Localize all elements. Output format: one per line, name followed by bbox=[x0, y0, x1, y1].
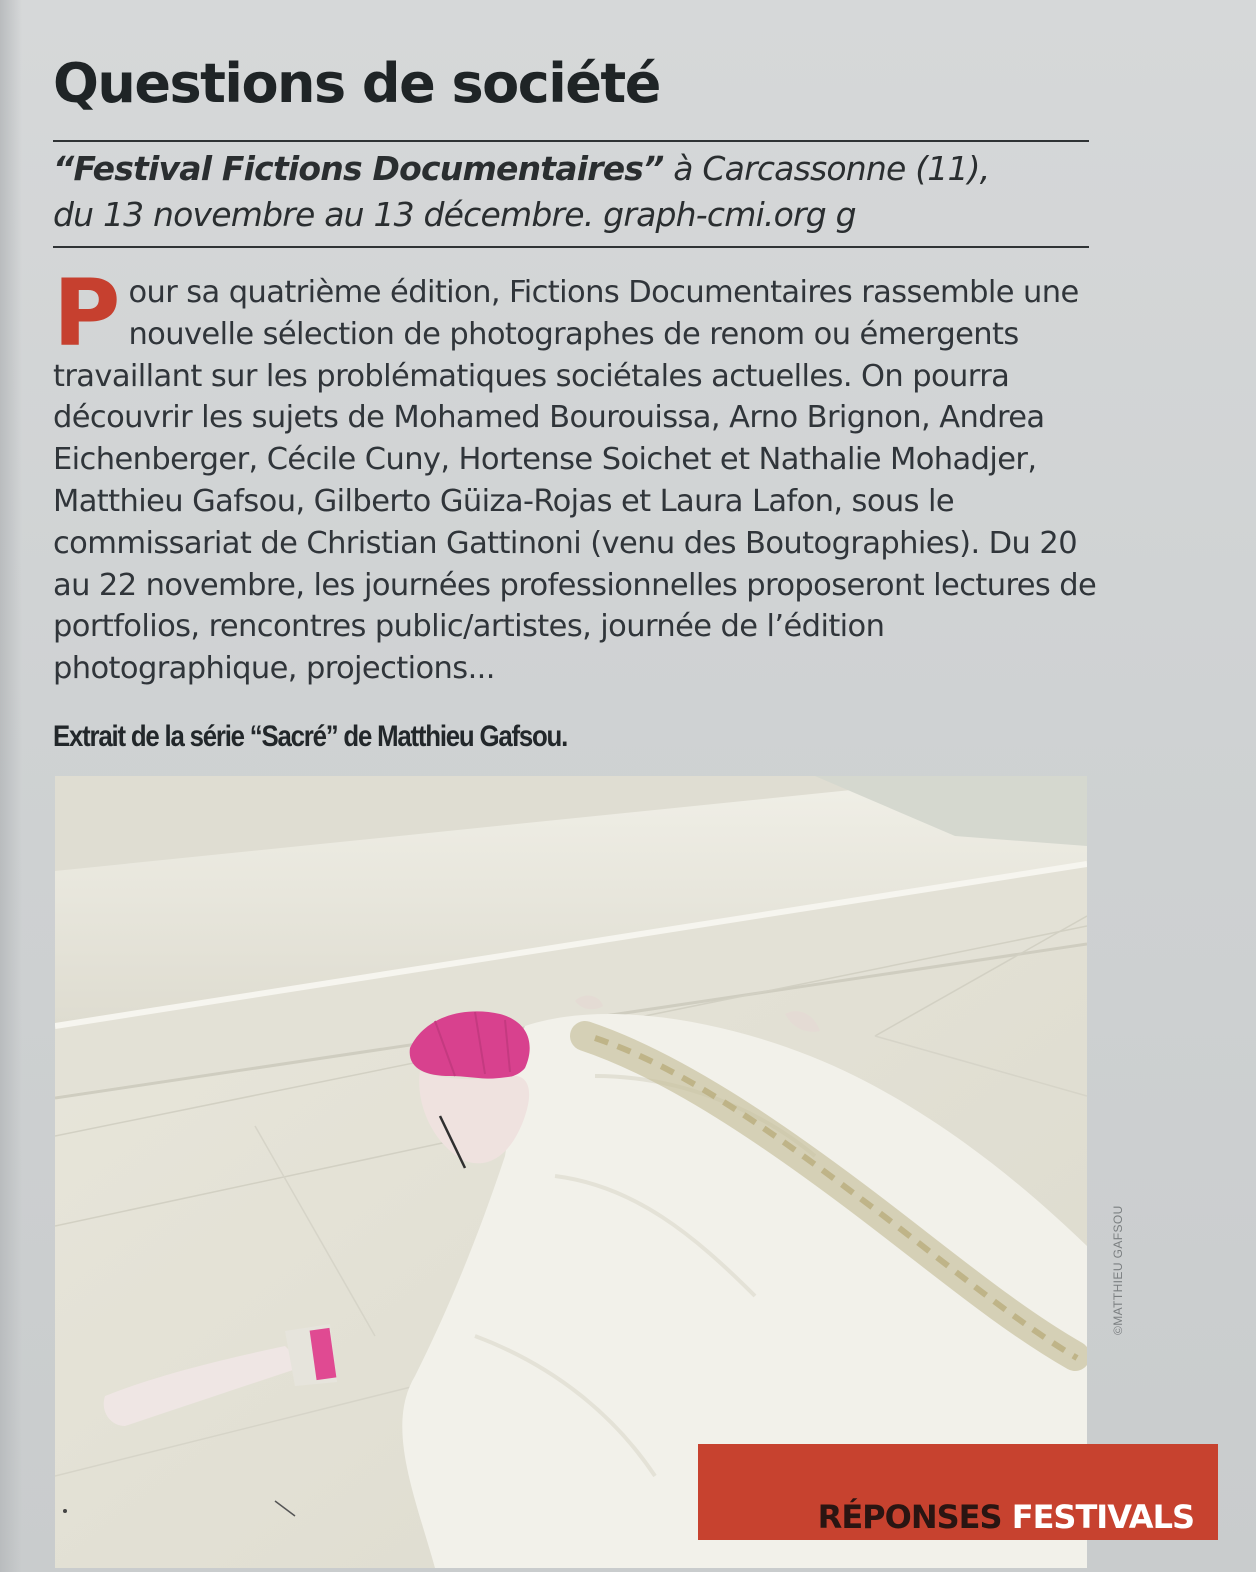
page-title: Questions de société bbox=[53, 52, 660, 115]
festival-info bbox=[53, 146, 1093, 238]
section-banner bbox=[698, 1444, 1218, 1540]
page-edge-shadow bbox=[0, 0, 22, 1572]
festival-name: “Festival Fictions Documentaires” bbox=[53, 149, 664, 188]
photo-credit: ©MATTHIEU GAFSOU bbox=[1111, 1205, 1125, 1335]
divider-top bbox=[53, 140, 1089, 142]
festival-location: à Carcassonne (11), bbox=[663, 149, 990, 188]
festival-dates-link: du 13 novembre au 13 décembre. graph-cmi.org g bbox=[53, 195, 856, 234]
article-body bbox=[53, 260, 1098, 690]
photo-caption: Extrait de la série “Sacré” de Matthieu Gafsou. bbox=[53, 720, 568, 753]
banner-label bbox=[818, 1498, 1194, 1536]
banner-word-festivals: FESTIVALS bbox=[1011, 1498, 1194, 1536]
banner-word-reponses: RÉPONSES bbox=[817, 1498, 1002, 1536]
divider-bottom bbox=[53, 246, 1089, 248]
drop-cap: P bbox=[53, 260, 119, 367]
article-paragraph: our sa quatrième édition, Fictions Documentaires rassemble une nouvelle sélection de photographes de renom ou émergents travaillant sur les problématiques sociétales actuelles. On pourra découvrir les sujets de Mohamed Bourouissa, Arno Brignon, Andrea Eichenberger, Cécile Cuny, Hortense Soichet et Nathalie Mohadjer, Matthieu Gafsou, Gilberto Güiza-Rojas et Laura Lafon, sous le commissariat de Christian Gattinoni (venu des Boutographies). Du 20 au 22 novembre, les journées professionnelles proposeront lectures de portfolios, rencontres public/artistes, journée de l’édition photographique, projections... bbox=[53, 275, 1097, 687]
